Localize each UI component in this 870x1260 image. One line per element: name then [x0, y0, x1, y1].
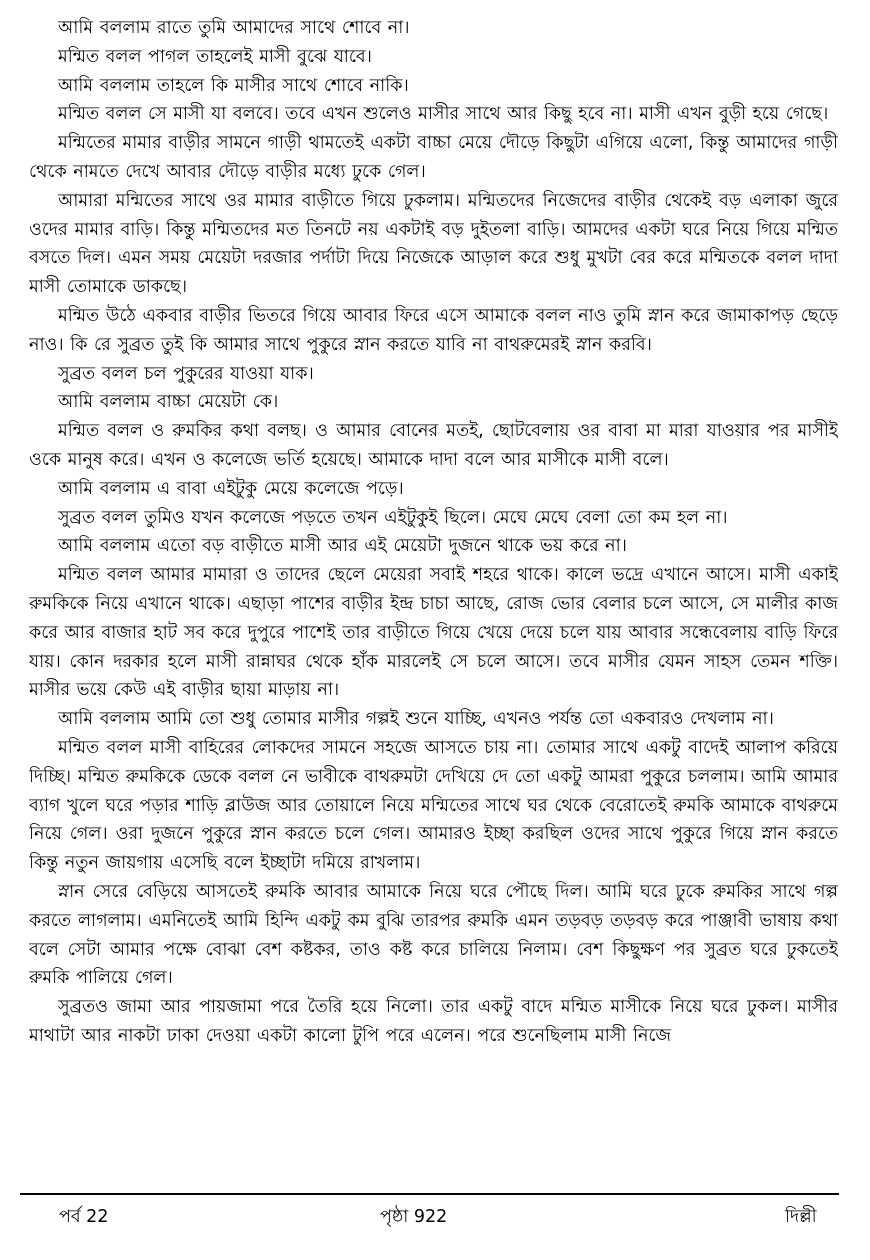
paragraph: সুব্রতও জামা আর পায়জামা পরে তৈরি হয়ে নিলো। তার একটু বাদে মন্মিত মাসীকে নিয়ে ঘরে ঢুকল। মাসীর মাথাটা আর নাকটা ঢাকা দেওয়া একটা কালো টুপি পরে এলেন। পরে শুনেছিলাম মাসী নিজে: [29, 997, 838, 1046]
paragraph: স্নান সেরে বেড়িয়ে আসতেই রুমকি আবার আমাকে নিয়ে ঘরে পৌছে দিল। আমি ঘরে ঢুকে রুমকির সাথে গল্প করতে লাগলাম। এমনিতেই আমি হিন্দি একটু কম বুঝি তারপর রুমকি এমন তড়বড় তড়বড় করে পাঞ্জাবী ভাষায় কথা বলে সেটা আমার পক্ষে বোঝা বেশ কষ্টকর, তাও কষ্ট করে চালিয়ে নিলাম। বেশ কিছুক্ষণ পর সুব্রত ঘরে ঢুকতেই রুমকি পালিয়ে গেল।: [29, 881, 838, 989]
location-label: দিল্লী: [785, 1207, 817, 1227]
paragraph: আমি বললাম এতো বড় বাড়ীতে মাসী আর এই মেয়েটা দুজনে থাকে ভয় করে না।: [58, 536, 627, 557]
paragraph: সুব্রত বলল চল পুকুরের যাওয়া যাক।: [58, 363, 314, 384]
paragraph: আমি বললাম বাচ্চা মেয়েটা কে।: [58, 392, 279, 413]
paragraph: মন্মিত বলল পাগল তাহলেই মাসী বুঝে যাবে।: [58, 46, 372, 67]
paragraph: মন্মিত বলল মাসী বাহিরের লোকদের সামনে সহজে আসতে চায় না। তোমার সাথে একটু বাদেই আলাপ করিয়ে দিচ্ছি। মন্মিত রুমকিকে ডেকে বলল নে ভাবীকে বাথরুমটা দেখিয়ে দে তো একটু আমরা পুকুরে চললাম। আমি আমার ব্যাগ খুলে ঘরে পড়ার শাড়ি ব্লাউজ আর তোয়ালে নিয়ে মন্মিতের সাথে ঘর থেকে বেরোতেই রুমকি আমাকে বাথরুমে নিয়ে গেল। ওরা দুজনে পুকুরে স্নান করতে চলে গেল। আমারও ইচ্ছা করছিল ওদের সাথে পুকুরে গিয়ে স্নান করতে কিন্তু নতুন জায়গায় এসেছি বলে ইচ্ছাটা দমিয়ে রাখলাম।: [29, 737, 838, 874]
paragraph: মন্মিতের মামার বাড়ীর সামনে গাড়ী থামতেই একটা বাচ্চা মেয়ে দৌড়ে কিছুটা এগিয়ে এলো, কিন্তু আমাদের গাড়ী থেকে নামতে দেখে আবার দৌড়ে বাড়ীর মধ্যে ঢুকে গেল।: [29, 133, 838, 182]
paragraph: মন্মিত উঠে একবার বাড়ীর ভিতরে গিয়ে আবার ফিরে এসে আমাকে বলল নাও তুমি স্নান করে জামাকাপড় ছেড়ে নাও। কি রে সুব্রত তুই কি আমার সাথে পুকুরে স্নান করতে যাবি না বাথরুমেরই স্নান করবি।: [29, 305, 838, 355]
paragraph: মন্মিত বলল ও রুমকির কথা বলছ। ও আমার বোনের মতই, ছোটবেলায় ওর বাবা মা মারা যাওয়ার পর মাসীই ওকে মানুষ করে। এখন ও কলেজে ভর্তি হয়েছে। আমাকে দাদা বলে আর মাসীকে মাসী বলে।: [29, 421, 838, 470]
paragraph: আমি বললাম এ বাবা এইটুকু মেয়ে কলেজে পড়ে।: [58, 478, 404, 499]
page-number: পৃষ্ঠা 922: [380, 1207, 448, 1227]
page-footer: [0, 1203, 870, 1233]
paragraph: আমি বললাম রাতে তুমি আমাদের সাথে শোবে না।: [58, 18, 410, 38]
paragraph: আমারা মন্মিতের সাথে ওর মামার বাড়ীতে গিয়ে ঢুকলাম। মন্মিতদের নিজেদের বাড়ীর থেকেই বড় এলাকা জুরে ওদের মামার বাড়ি। কিন্তু মন্মিতদের মত তিনটে নয় একটাই বড় দুইতলা বাড়ি। আমদের একটা ঘরে নিয়ে গিয়ে মন্মিত বসতে দিল। এমন সময় মেয়েটা দরজার পর্দাটা দিয়ে নিজেকে আড়াল করে শুধু মুখটা বের করে মন্মিতকে বলল দাদা মাসী তোমাকে ডাকছে।: [29, 190, 838, 298]
paragraph: সুব্রত বলল তুমিও যখন কলেজে পড়তে তখন এইটুকুই ছিলে। মেঘে মেঘে বেলা তো কম হল না।: [58, 507, 728, 528]
page-body: [29, 14, 838, 1184]
footer-divider: [20, 1193, 839, 1195]
paragraph: আমি বললাম তাহলে কি মাসীর সাথে শোবে নাকি।: [58, 75, 409, 96]
episode-number: পর্ব 22: [59, 1207, 109, 1227]
paragraph: মন্মিত বলল সে মাসী যা বলবে। তবে এখন শুলেও মাসীর সাথে আর কিছু হবে না। মাসী এখন বুড়ী হয়ে গেছে।: [58, 104, 829, 125]
paragraph: আমি বললাম আমি তো শুধু তোমার মাসীর গল্পই শুনে যাচ্ছি, এখনও পর্যন্ত তো একবারও দেখলাম না।: [58, 709, 774, 730]
paragraph: মন্মিত বলল আমার মামারা ও তাদের ছেলে মেয়েরা সবাই শহরে থাকে। কালে ভদ্রে এখানে আসে। মাসী একাই রুমকিকে নিয়ে এখানে থাকে। এছাড়া পাশের বাড়ীর ইন্দ্র চাচা আছে, রোজ ভোর বেলার চলে আসে, সে মালীর কাজ করে আর বাজার হাট সব করে দুপুরে পাশেই তার বাড়ীতে গিয়ে খেয়ে দেয়ে চলে যায় আবার সন্ধেবেলায় বাড়ি ফিরে যায়। কোন দরকার হলে মাসী রান্নাঘর থেকে হাঁক মারলেই সে চলে আসে। তবে মাসীর যেমন সাহস তেমন শক্তি। মাসীর ভয়ে কেউ এই বাড়ীর ছায়া মাড়ায় না।: [29, 565, 838, 701]
